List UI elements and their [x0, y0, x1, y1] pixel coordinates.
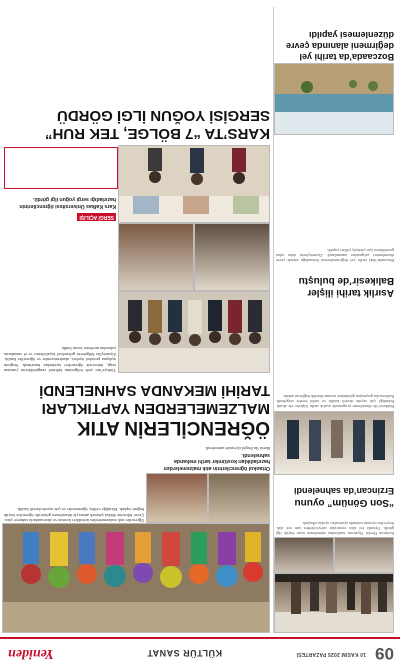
page-number: 09 — [375, 644, 394, 663]
story-body: Erzincan Devlet Tiyatrosu tarafından sahnelenen oyun büyük ilgi gördü. Oyunda rol alan oyuncular izleyicilerden tam not aldı. Seyirciler oyunun sonunda oyuncuları ayakta alkışladı. — [276, 520, 394, 536]
students-photo-2 — [208, 473, 270, 523]
exhibition-photo-3 — [118, 223, 194, 291]
tag-label: SERGİ AÇILIŞI — [79, 214, 114, 220]
sidebar-column — [276, 5, 394, 635]
story-deck: Ortaokul öğrencilerinin atık malzemelerden hazırladıkları kostümler tarihi mekanda sahnelendi. — [163, 452, 270, 471]
story-kicker: Kars Kafkas Üniversitesi öğrencilerinin hazırladığı sergi yoğun ilgi gördü. — [19, 196, 116, 209]
story-headline: ÖĞRENCİLERİN ATIK — [76, 417, 270, 438]
island-photo — [274, 63, 394, 135]
theater-photo-3 — [274, 537, 334, 573]
story-headline: SERGİSİ YOĞUN İLGİ GÖRDÜ — [56, 107, 270, 124]
story-headline: TARİHİ MEKANDA SAHNELENDİ — [39, 382, 270, 399]
page-header — [0, 637, 400, 665]
section-name: KÜLTÜR SANAT — [146, 648, 222, 658]
theater-photo-2 — [334, 537, 394, 573]
sidebar-box — [4, 147, 118, 189]
story-caption: Bursa’da İnegöl ilçesinde sahnelendi. — [204, 446, 270, 451]
story-headline: Bozcaada’da tarihi yel — [299, 52, 394, 62]
theater-photo — [274, 573, 394, 633]
students-photo-3 — [146, 473, 208, 523]
story-body: Balıkesir’de düzenlenen programda asırlık tarihi ilişkiler ele alındı. Etkinliğe çok sayıda davetli katıldı ve tarihî eserler sergilendi. Katılımcılar geçmişten günümüze uzanan dostluk bağlarını anlattı. — [276, 393, 394, 409]
story-body: Türkiye’nin yedi bölgesinin kültürel zenginliklerini yansıtan sergi, üniversite öğrencileri tarafından hazırlandı. Serginin açılışına protokol üyeleri, akademisyenler ve öğrenciler katıldı. Ziyaretçiler bölgelerin geleneksel kıyafetlerini ve el sanatlarını yakından inceleme fırsatı buldu. — [4, 346, 116, 373]
ceremony-photo — [274, 411, 394, 475]
story-headline-quote: “Son Gönüm” oyunu — [294, 497, 394, 508]
story-body: Öğrenciler atık malzemelerden ürettikleri kostüm ve aksesuarlarla sahneye çıktı. Çevre bilincine dikkat çekmek amacıyla düzenlenen gösteride öğrenciler büyük beğeni topladı. Etkinliğe veliler, öğretmenler ve çok sayıda davetli katıldı. — [4, 507, 144, 523]
story-headline: Asırlık tarihi ilişler — [307, 287, 394, 298]
story-headline: Erzincan’da sahnelendi — [293, 486, 394, 496]
story-headline: KARS’TA “7 BÖLGE, TEK RUH” — [44, 125, 270, 142]
students-costume-photo — [2, 523, 270, 633]
story-headline: düzenlemesi yapıldı — [308, 30, 394, 40]
story-body: Bozcaada’daki tarihi yel değirmenlerinin bulunduğu alanda çevre düzenlemesi çalışmaları tamamlandı. Ziyaretçilerin daha rahat gezebilmesi için yürüyüş yolları yapıldı. — [276, 247, 394, 263]
newspaper-logo: Yeniden — [8, 646, 54, 661]
story-headline: MALZEMELERDEN YAPTIKLARI — [41, 400, 270, 417]
exhibition-group-photo — [118, 291, 270, 373]
date-line: 10 KASIM 2025 PAZARTESİ — [296, 651, 366, 657]
exhibition-photo-2 — [194, 223, 270, 291]
main-column — [4, 5, 270, 635]
exhibition-photo-4 — [118, 145, 270, 223]
story-headline: değirmeni alanında çevre — [285, 41, 394, 51]
story-headline: Balıkesir’de buluştu — [298, 275, 394, 286]
